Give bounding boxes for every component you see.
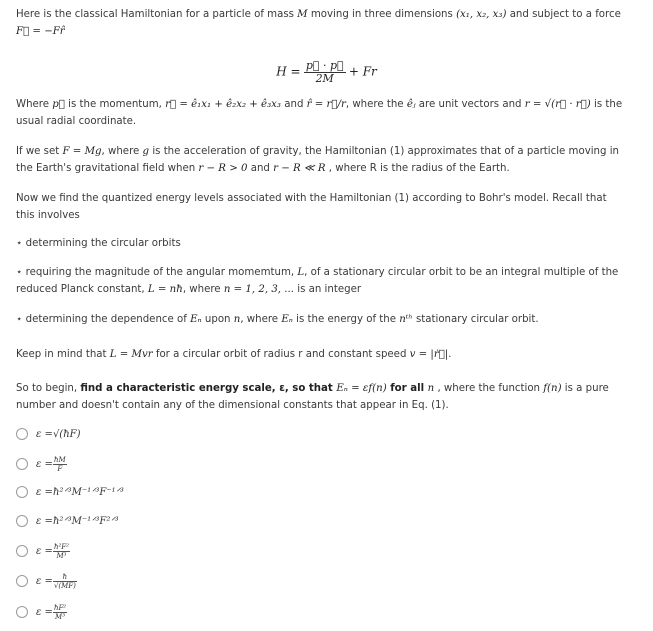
answer-option-5[interactable]: ε = $\frac{\text{ħ²F²}}{\text{M³}}$ [16, 542, 70, 560]
radio-button[interactable] [16, 575, 28, 587]
answer-option-1[interactable]: ε = √(ħF) [16, 425, 81, 443]
hamiltonian-equation: H = $\frac{p⃗ \cdot p⃗}{2M}$ + Fr [276, 59, 377, 85]
radio-button[interactable] [16, 515, 28, 527]
answer-option-7[interactable]: ε = $\frac{\text{ħF²}}{\text{M³}}$ [16, 603, 67, 621]
bullet-angular-momentum: ⋆ requiring the magnitude of the angular momemtum, L, of a stationary circular orbit to be an integral multiple of the reduced Planck constant, L = nħ, where n = 1, 2, 3, ... is an integer [16, 267, 619, 295]
radio-button[interactable] [16, 606, 28, 618]
option-fraction: $\frac{\text{ħF²}}{\text{M³}}$ [53, 603, 67, 621]
task-paragraph: So to begin, find a characteristic energy scale, ε, so that Eₙ = εf(n) for all n , where the function f(n) is a pure number and doesn't contain any of the dimensional constants that appear in Eq. (1). [16, 383, 609, 411]
keep-in-mind-paragraph: Keep in mind that L = Mvr for a circular orbit of radius r and constant speed v = |ṙ⃗|. [16, 349, 452, 360]
gravity-paragraph: If we set F = Mg, where g is the acceleration of gravity, the Hamiltonian (1) approximates that of a particle moving in the Earth's gravitational field when r − R > 0 and r − R ≪ R , where R is the radius of the Earth. [16, 146, 620, 174]
answer-option-6[interactable]: ε = $\frac{ħ}{√(MF)}$ [16, 572, 77, 590]
bullet-circular-orbits: ⋆ determining the circular orbits [16, 238, 181, 249]
bohr-paragraph: Now we find the quantized energy levels associated with the Hamiltonian (1) according to Bohr's model. Recall that this involves [16, 193, 607, 221]
answer-option-4[interactable]: ε = ħ²ᐟ³M⁻¹ᐟ³F²ᐟ³ [16, 512, 119, 530]
radio-button[interactable] [16, 486, 28, 498]
radio-button[interactable] [16, 458, 28, 470]
hamiltonian-fraction: $\frac{p⃗ \cdot p⃗}{2M}$ [305, 59, 344, 85]
definitions-paragraph: Where p⃗ is the momentum, r⃗ = ê₁x₁ + ê₂x₂ + ê₃x₃ and r̂ = r⃗/r, where the êⱼ are unit vectors and r = √(r⃗ · r⃗) is the usual radial coordinate. [16, 99, 623, 127]
option-fraction: $\frac{ħM}{F}$ [53, 455, 66, 473]
radio-button[interactable] [16, 428, 28, 440]
intro-paragraph: Here is the classical Hamiltonian for a particle of mass M moving in three dimensions (x₁, x₂, x₃) and subject to a force F⃗ = −Fr̂ [16, 9, 621, 37]
radio-button[interactable] [16, 545, 28, 557]
bullet-energy-dependence: ⋆ determining the dependence of Eₙ upon n, where Eₙ is the energy of the nᵗʰ stationary circular orbit. [16, 314, 539, 325]
answer-option-2[interactable]: ε = $\frac{ħM}{F}$ [16, 455, 67, 473]
answer-option-3[interactable]: ε = ħ²ᐟ³M⁻¹ᐟ³F⁻¹ᐟ³ [16, 483, 124, 501]
option-fraction: $\frac{\text{ħ²F²}}{\text{M³}}$ [53, 542, 69, 560]
option-fraction: $\frac{ħ}{√(MF)}$ [53, 572, 76, 590]
